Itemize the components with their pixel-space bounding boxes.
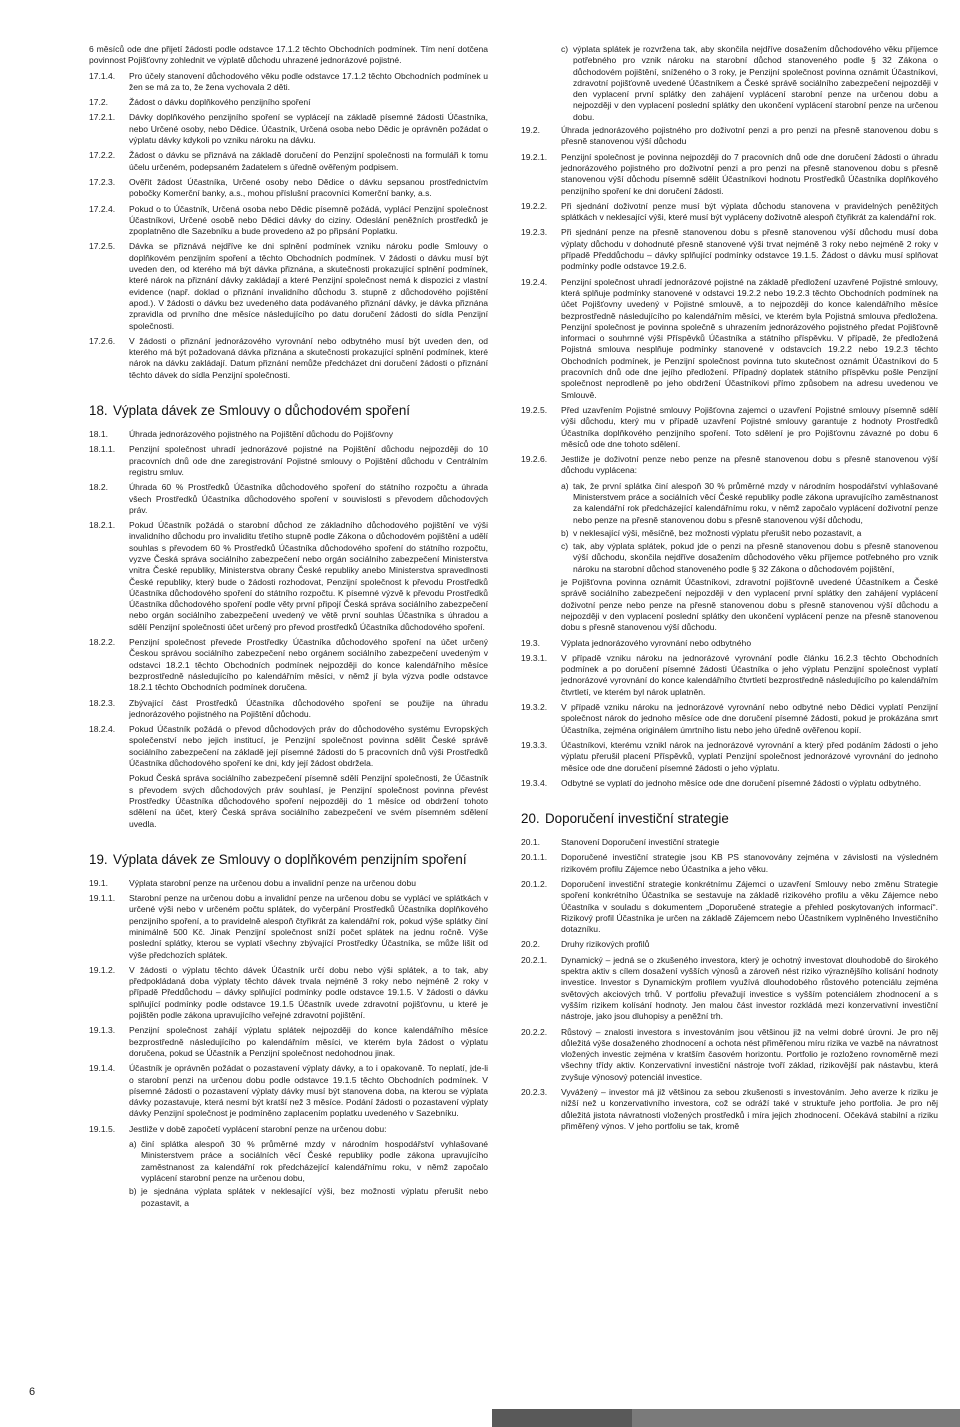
list-item xyxy=(129,1139,488,1184)
clause xyxy=(521,454,938,477)
heading-19-number: 19. xyxy=(89,851,108,867)
clause xyxy=(521,778,938,789)
clause-text: Úhrada 60 % Prostředků Účastníka důchodového spoření do státního rozpočtu a úhrada všech Prostředků Účastníka důchodového spoření v souvislosti s převodem důchodových práv. xyxy=(129,482,488,515)
clause-text: V případě vzniku nároku na jednorázové vyrovnání podle článku 16.2.3 těchto Obchodních podmínek a po doručení písemné žádosti Účastníka o jeho výplatu Penzijní společnost vyplatí jednorázové vyrovnání do konce kalendářního čtvrtletí bezprostředně následujícího po kalendářním čtvrtletí, ve kterém byl nárok uplatněn. xyxy=(561,652,938,697)
clause-text: Starobní penze na určenou dobu a invalidní penze na určenou dobu se vyplácí ve splátkách v určené výši nebo v určeném počtu splátek, do vyčerpání Prostředků Účastníka doplňkového penzijního spoření, a to pravidelně alespoň čtyřikrát za kalendářní rok, pokud výše splátky činí minimálně 500 Kč. Jinak Penzijní společnost sníží počet splátek na jednu ročně. Výše poslední splátky, kterou se vyplatí všechny zbývající Prostředky Účastníka, se může lišit od výše předchozích splátek. xyxy=(129,893,488,960)
footer-bar-light xyxy=(632,1409,960,1427)
clause-number: 19.1.1. xyxy=(89,893,116,904)
list-item-letter: c) xyxy=(561,541,569,552)
clause-text: Účastník je oprávněn požádat o pozastavení výplaty dávky, a to i opakovaně. To neplatí, jde-li o starobní penzi na určenou dobu podle odstavce 19.1.5 těchto Obchodních podmínek. V písemné žádosti o pozastavení výplaty dávky musí být stanovena doba, na kterou se výplata dávky pozastavuje, která nesmí být kratší než 3 měsíce. Podání žádosti o pozastavení výplaty dávky Penzijní společnost je podmíněno zaplacením poplatku uvedeného v Sazebníku. xyxy=(129,1063,488,1119)
clause-number: 18.2. xyxy=(89,482,109,493)
clause xyxy=(521,277,938,401)
clause-text: Penzijní společnost je povinna nejpozději do 7 pracovních dnů ode dne doručení žádosti o úhradu jednorázového pojistného pro doživotní penzi a pro penzi na přesně stanovenou dobu s přesně stanovenou výší důchodu písemně sdělit Účastníkovi hodnotu Prostředků Účastníka doplňkového penzijního spoření ke dni doručení žádosti. xyxy=(561,151,938,196)
clause-number: 18.2.1. xyxy=(89,520,116,531)
clause xyxy=(521,852,938,875)
clause xyxy=(89,893,488,961)
clause-number: 18.1. xyxy=(89,429,109,440)
list-item-text: je sjednána výplata splátek v neklesající výši, bez možnosti výplatu přerušit nebo pozastavit, a xyxy=(141,1186,488,1208)
clause xyxy=(89,1063,488,1119)
section-19-2-6-continuation: je Pojišťovna povinna oznámit Účastníkovi, zdravotní pojišťovně uvedené Účastníkem a České správě sociálního zabezpečení nejpozději v den vyplacení první splátky den zahájení vyplácení doživotní penze nebo penze na přesně stanovenou dobu s přesně stanovenou výší důchodu a nejpozději v den vyplacení poslední splátky den ukončení vyplácení penze na přesně stanovenou dobu s přesně stanovenou výší důchodu. xyxy=(561,577,938,633)
clause-text: Dávky doplňkového penzijního spoření se vyplácejí na základě písemné žádosti Účastníka, nebo Určené osoby, nebo Dědice. Účastník, Určená osoba nebo Dědic je oprávněn požádat o výplatu dávky kdykoli po vzniku nároku na dávku. xyxy=(129,112,488,146)
clause xyxy=(89,429,488,440)
clause xyxy=(521,1027,938,1083)
list-item xyxy=(129,1186,488,1209)
clause-number: 17.2.4. xyxy=(89,203,116,214)
heading-19-title: Výplata dávek ze Smlouvy o doplňkovém penzijním spoření xyxy=(113,851,467,867)
clause-text: Zbývající část Prostředků Účastníka důchodového spoření se použije na úhradu jednorázového pojistného na Pojištění důchodu. xyxy=(129,697,488,719)
heading-20-number: 20. xyxy=(521,811,540,827)
clause xyxy=(521,955,938,1023)
clause-number: 19.1.3. xyxy=(89,1025,116,1036)
list-item xyxy=(561,44,938,123)
clause-number: 20.1. xyxy=(521,837,541,848)
section-19-2-6-items xyxy=(521,481,938,575)
clause xyxy=(89,637,488,693)
left-column xyxy=(89,44,488,1211)
clause-number: 17.2.6. xyxy=(89,335,116,346)
clause-text: Doporučené investiční strategie jsou KB PS stanovovány zejména v závislosti na výsledném rizikovém profilu Zájemce nebo Účastníka a jeho věku. xyxy=(561,852,938,874)
section-20 xyxy=(521,837,938,1132)
right-top-items xyxy=(521,44,938,123)
clause-number: 19.3. xyxy=(521,637,541,648)
clause-text: Žádost o dávku se přiznává na základě doručení do Penzijní společnosti na formuláři k tomu účelu určeném, podepsaném žadatelem s úředně ověřeným podpisem. xyxy=(129,150,488,172)
clause-text: Penzijní společnost uhradí jednorázové pojistné na Pojištění důchodu nejpozději do 10 pracovních dnů ode dne zaregistrování Pojistné smlouvy o Pojištění důchodu v Centrálním registru smluv. xyxy=(129,444,488,477)
clause-number: 19.3.1. xyxy=(521,652,548,663)
list-item-text: tak, že první splátka činí alespoň 30 % průměrné mzdy v národním hospodářství vyhlašované Ministerstvem práce a sociálních věcí České republiky podle zákona upravujícího zaměstnanost za kalendářní rok předcházející kalendářnímu roku, v němž započalo vyplácení doživotní penze nebo penze na přesně stanovenou dobu s přesně stanovenou výší důchodu, xyxy=(573,480,938,525)
clause-number: 17.2.2. xyxy=(89,150,116,161)
clause xyxy=(521,638,938,649)
section-18 xyxy=(89,429,488,830)
clause-number: 19.2.5. xyxy=(521,404,548,415)
clause xyxy=(521,405,938,450)
clause-text: Dávka se přiznává nejdříve ke dni splnění podmínek vzniku nároku podle Smlouvy o doplňkovém penzijním spoření a těchto Obchodních podmínek. V žádosti o dávku musí být uveden den, od kterého má být dávka přiznána, a skutečnosti prokazující splnění podmínek, které nárok na přiznání dávky zakládají a které Penzijní společnost nemá k dispozici z vlastní evidence (např. doklad o přiznání invalidního důchodu 3. stupně z důchodového pojištění apod.). V žádosti o dávku bez uvedeného data podávaného přiznání dávky, je dávka přiznána zpravidla od prvního dne měsíce následujícího po datu doručení žádosti do sídla Penzijní společnosti. xyxy=(129,241,488,331)
section-19-1-5-items xyxy=(89,1139,488,1209)
clause-number: 20.2.2. xyxy=(521,1026,548,1037)
clause-number: 20.1.2. xyxy=(521,879,548,889)
list-item-text: tak, aby výplata splátek, pokud jde o penzi na přesně stanovenou dobu s přesně stanovenou výší důchodu, skončila nejdříve dosažením důchodového věku příjemce potřebného pro vznik nároku na starobní důchod stanoveného podle § 32 Zákona o důchodovém pojištění, xyxy=(573,541,938,574)
clause-number: 17.2.1. xyxy=(89,112,116,123)
list-item-text: činí splátka alespoň 30 % průměrné mzdy v národním hospodářství vyhlašované Ministerstvem práce a sociálních věcí České republiky podle zákona upravujícího zaměstnanost za kalendářní rok předcházející kalendářnímu roku, v němž započalo vyplácení starobní penze na určenou dobu, xyxy=(141,1139,488,1183)
clause-number: 19.3.2. xyxy=(521,702,548,713)
clause xyxy=(521,740,938,774)
clause xyxy=(89,44,488,67)
clause xyxy=(521,227,938,272)
clause-text: Penzijní společnost převede Prostředky Účastníka důchodového spoření na účet určený Českou správou sociálního zabezpečení nebo orgánem sociálního zabezpečení uvedeným v odstavci 18.2.1 těchto Obchodních podmínek nejpozději do konce kalendářního měsíce bezprostředně následujícího po kalendářním měsíci, v němž jí byla výzva podle odstavce 18.2.1 těchto Obchodních podmínek doručena. xyxy=(129,637,488,693)
clause-text: Vyvážený – investor má již většinou za sebou zkušenosti s investováním. Jeho averze k riziku je nižší než u konzervativního investora, což se odráží také v struktuře jeho portfolia. Je pro něj důležitá jistota návratnosti vložených prostředků i míra jejich zhodnocení. Očekává stabilní a riziku přiměřený výnos. V jeho portfoliu se tak, kromě xyxy=(561,1087,938,1131)
clause-text: Účastníkovi, kterému vznikl nárok na jednorázové vyrovnání a který před podáním žádosti o jeho výplatu přerušil placení Příspěvků, vyplatí Penzijní společnost jednorázové vyrovnání do jednoho měsíce ode dne doručení písemné žádosti o jeho výplatu. xyxy=(561,739,938,773)
clause-number: 20.1.1. xyxy=(521,852,548,863)
heading-20 xyxy=(521,811,938,827)
clause xyxy=(89,97,488,108)
clause-text: Před uzavřením Pojistné smlouvy Pojišťovna zajemci o uzavření Pojistné smlouvy písemně sdělí výši důchodu, který mu v případě uzavření Pojistné smlouvy garantuje z hodnoty Prostředků Účastníka doplňkového penzijního spoření. Toto sdělení je pro Pojišťovnu závazné po dobu 6 měsíců ode dne tohoto sdělení. xyxy=(561,404,938,449)
clause-number: 19.1. xyxy=(89,877,109,888)
clause xyxy=(89,71,488,94)
clause-number: 19.2.3. xyxy=(521,227,548,238)
clause xyxy=(89,204,488,238)
section-19 xyxy=(89,878,488,1135)
clause-text: Výplata starobní penze na určenou dobu a invalidní penze na určenou dobu xyxy=(129,877,417,888)
clause xyxy=(521,201,938,224)
section-19-3 xyxy=(521,638,938,790)
clause-text: Výplata jednorázového vyrovnání nebo odbytného xyxy=(561,637,752,648)
heading-18-title: Výplata dávek ze Smlouvy o důchodovém spoření xyxy=(113,403,410,419)
clause xyxy=(521,879,938,935)
clause-text: Při sjednání penze na přesně stanovenou dobu s přesně stanovenou výší důchodu musí doba výplaty důchodu v dohodnuté přesně stanovené výši trvat nejméně 3 roky nebo nejméně 2 roky v případě Předdůchodu – dávky splňující podmínky odstavce 19.1.5. Žádost o dávku musí splňovat podmínky podle odstavce 19.2.6. xyxy=(561,227,938,272)
clause xyxy=(89,965,488,1021)
clause-text: Penzijní společnost uhradí jednorázové pojistné na základě předložení uzavřené Pojistné smlouvy, která splňuje podmínky stanovené v odstavci 19.2.2 nebo 19.2.3 těchto Obchodních podmínek na účet Pojišťovny uvedený v Pojistné smlouvě, a to nejpozději do konce kalendářního měsíce bezprostředně následujícího po kalendářním měsíci, ve kterém byla Pojistná smlouva předložena. Penzijní společnost je povinna společně s uhrazením jednorázového pojistného předat Pojišťovně informaci o souhrnné výši Příspěvků Účastníka a státního příspěvku. V případě, že předložená Pojistná smlouva nesplňuje podmínky stanovené v odstavcích 19.2.2 nebo 19.2.3 těchto Obchodních podmínek, je Penzijní společnost povinna tuto skutečnost oznámit Účastníkovi do 5 pracovních dnů ode dne jejího předložení. Případný doplatek státního příspěvku pošle Penzijní společnost neprodleně po jeho obdržení Účastníkovi přímo způsobem na adresu uvedenou ve Smlouvě. xyxy=(561,276,938,400)
clause xyxy=(89,336,488,381)
clause-text: Druhy rizikových profilů xyxy=(561,939,650,950)
clause-text: Růstový – znalosti investora s investováním jsou většinou již na velmi dobré úrovni. Je pro něj důležitá výše dosaženého zhodnocení a ochota nést přiměřenou míru rizika ve vazbě na návratnost vložených investic zejména v kratším časovém horizontu. Portfolio je rozloženo rovnoměrně mezi všechny třídy aktiv. Konzervativní investiční nástroje tvoří základ, rizikovější pak nástavbu, která zvyšuje výnosový potenciál investice. xyxy=(561,1026,938,1082)
list-item-letter: c) xyxy=(561,44,569,54)
clause-number: 19.1.5. xyxy=(89,1123,116,1134)
clause-text: Dynamický – jedná se o zkušeného investora, který je ochotný investovat dlouhodobě do širokého spektra aktiv s cílem dosažení vyšších výnosů a zároveň nést riziko výraznějšího kolísání hodnoty investice. Investor s Dynamickým profilem využívá dlouhodobého růstového potenciálu zejména světových akciových trhů. V portfoliu převažují investice s vyšším potenciálem zhodnocení a s vyšším rizikem kolísání hodnoty. Jen malou část investor rozkládá mezi konzervativní investiční nástroje, jako jsou dluhopisy a peněžní trh. xyxy=(561,954,938,1022)
list-item xyxy=(561,528,938,539)
clause-number: 19.2.1. xyxy=(521,151,548,162)
clause-number: 19.1.4. xyxy=(89,1063,116,1074)
clause-number: 19.2. xyxy=(521,125,541,136)
clause xyxy=(89,724,488,769)
clause-text: V žádosti o přiznání jednorázového vyrovnání nebo odbytného musí být uveden den, od kterého má být požadovaná dávka přiznána a skutečnosti prokazující splnění podmínek, které nárok na dávku zakládají. Datum přiznání nemůže předcházet dni doručení žádosti o přiznání těchto dávek do sídla Penzijní společnosti. xyxy=(129,335,488,380)
clause xyxy=(521,1087,938,1132)
clause-number: 18.2.2. xyxy=(89,637,116,648)
heading-18 xyxy=(89,403,488,419)
clause-text: Doporučení investiční strategie konkrétnímu Zájemci o uzavření Smlouvy nebo změnu Strategie spoření konkrétního Účastníka se sestavuje na základě rizikového profilu a věku Zájemce nebo Účastníka v souladu s dokumentem „Doporučené strategie a přehled poskytovaných informací“. Rizikový profil Účastníka je určen na základě Zájemcem nebo Účastníkem vyplněného Investičního dotazníku. xyxy=(561,879,938,935)
clause-number: 17.1.4. xyxy=(89,70,116,81)
clause-text: V žádosti o výplatu těchto dávek Účastník určí dobu nebo výši splátek, a to tak, aby předpokládaná doba výplaty těchto dávek trvala nejméně 3 roky nebo nejméně 2 roky v případě Předdůchodu – dávky splňující podmínky podle odstavce 19.1.5. V žádosti o dávku splňující podmínky podle odstavce 19.1.5 Účastník uvede zdravotní pojišťovnu, u které je pojištěn podle zákona upravujícího veřejné zdravotní pojištění. xyxy=(129,964,488,1021)
clause-number: 17.2.3. xyxy=(89,176,116,187)
clause xyxy=(89,112,488,146)
heading-18-number: 18. xyxy=(89,403,108,419)
clause-number: 19.1.2. xyxy=(89,964,116,975)
clause-text: Pokud Účastník požádá o starobní důchod ze základního důchodového pojištění ve výši invalidního důchodu pro invaliditu třetího stupně podle Zákona o důchodovém pojištění a udělí souhlas s převodem 60 % Prostředků Účastníka důchodového spoření do státního rozpočtu, vyzve Česká správa sociálního zabezpečení nebo orgán sociálního zabezpečení Ministerstva vnitra České republiky, Ministerstva obrany České republiky anebo Ministerstva spravedlnosti České republiky, který bude o žádosti rozhodovat, Penzijní společnost k převodu Prostředků Účastníka důchodového spoření do státního rozpočtu. K písemné výzvě k převodu Prostředků Účastníka důchodového spoření podle věty první připojí Česká správa sociálního zabezpečení nebo orgán sociálního zabezpečení uvedený ve větě první souhlas Účastníka s úhradou a sdělí Penzijní společnosti účet určený pro převod prostředků Účastníka důchodového spoření. xyxy=(129,520,488,632)
clause-text: Pro účely stanovení důchodového věku podle odstavce 17.1.2 těchto Obchodních podmínek u žen se má za to, že žena vychovala 2 děti. xyxy=(129,70,488,92)
list-item-letter: b) xyxy=(129,1186,137,1197)
clause xyxy=(89,520,488,633)
list-item-text: v neklesající výši, měsíčně, bez možnosti výplatu přerušit nebo pozastavit, a xyxy=(573,527,862,538)
list-item-letter: a) xyxy=(129,1139,137,1150)
clause-text: Pokud o to Účastník, Určená osoba nebo Dědic písemně požádá, vyplácí Penzijní společnost Účastníkovi, Určené osobě nebo Dědici dávky do ciziny. Odeslání peněžních prostředků je zpoplatněno dle Sazebníku a bude provedeno až po připsání Poplatku. xyxy=(129,203,488,237)
clause-text: Úhrada jednorázového pojistného pro doživotní penzi a pro penzi na přesně stanovenou dobu s přesně stanovenou výší důchodu xyxy=(561,125,938,147)
clause xyxy=(89,444,488,478)
clause xyxy=(521,653,938,698)
list-item-text: výplata splátek je rozvržena tak, aby skončila nejdříve dosažením důchodového věku příjemce potřebného pro vznik nároku na starobní důchod stanoveného podle § 32 Zákona o důchodovém pojištění, sníženého o 3 roky, je Penzijní společnost povinna oznámit Účastníkovi, zdravotní pojišťovně uvedené Účastníkem a České správě sociálního zabezpečení nejpozději v den vyplacení první splátky den zahájení vyplácení starobní penze na určenou dobu a nejpozději v den vyplacení poslední splátky den ukončení vyplácení starobní penze na určenou dobu. xyxy=(573,44,938,122)
paragraph-continuation: Pokud Česká správa sociálního zabezpečení písemně sdělí Penzijní společnosti, že Účastník s převodem svých důchodových práv souhlasí, je Penzijní společnost povinna převést Prostředky Účastníka důchodového spoření nejpozději do 1 měsíce od obdržení tohoto sdělení na účet, který Česká správa sociálního zabezpečení ve svém písemném sdělení uvedla. xyxy=(129,773,488,829)
heading-19 xyxy=(89,852,488,868)
clause xyxy=(521,125,938,148)
list-item xyxy=(561,541,938,575)
clause xyxy=(521,702,938,736)
clause-number: 19.2.2. xyxy=(521,200,548,211)
footer-bar-dark xyxy=(492,1409,632,1427)
left-top-paragraphs xyxy=(89,44,488,381)
clause-text: Úhrada jednorázového pojistného na Pojištění důchodu do Pojišťovny xyxy=(129,429,394,440)
clause xyxy=(89,241,488,331)
clause-number: 19.3.3. xyxy=(521,739,548,750)
clause-number: 18.1.1. xyxy=(89,444,116,455)
clause xyxy=(89,177,488,200)
clause-number: 19.2.4. xyxy=(521,276,548,287)
clause-text: Pokud Účastník požádá o převod důchodových práv do důchodového systému Evropských společenství nebo jejich institucí, je Penzijní společnost povinna sdělit České správě sociálního zabezpečení na základě její písemné žádosti do 5 pracovních dnů výši Prostředků Účastníka důchodového spoření ke dni, kdy její žádost obdržela. xyxy=(129,724,488,769)
clause-number: 17.2.5. xyxy=(89,241,116,252)
section-19-2 xyxy=(521,125,938,477)
clause-number: 20.2. xyxy=(521,939,541,950)
clause xyxy=(521,837,938,848)
clause-number: 20.2.1. xyxy=(521,954,548,965)
clause xyxy=(89,1025,488,1059)
clause-number: 18.2.3. xyxy=(89,697,116,708)
clause-number: 19.2.6. xyxy=(521,454,548,465)
clause-number: 19.3.4. xyxy=(521,777,548,788)
clause-text: Jestliže je doživotní penze nebo penze na přesně stanovenou dobu s přesně stanovenou výší důchodu vyplácena: xyxy=(561,454,938,476)
clause-number: 20.2.3. xyxy=(521,1087,548,1098)
clause xyxy=(89,482,488,516)
clause-text: Žádost o dávku doplňkového penzijního spoření xyxy=(129,97,311,108)
list-item-letter: b) xyxy=(561,527,569,538)
clause-text: Jestliže v době započetí vyplácení starobní penze na určenou dobu: xyxy=(129,1123,387,1134)
clause-text: Ověřit žádost Účastníka, Určené osoby nebo Dědice o dávku sepsanou prostřednictvím pobočky Komerční banky, a.s., mohou příslušní pracovníci Komerční banky, a.s. xyxy=(129,176,488,199)
clause-text: Penzijní společnost zahájí výplatu splátek nejpozději do konce kalendářního měsíce bezprostředně následujícího po kalendářním měsíci, ve kterém byla žádost o výplatu doručena, pokud se Účastník a Penzijní společnost nedohodnou jinak. xyxy=(129,1025,488,1058)
clause-text: Stanovení Doporučení investiční strategie xyxy=(561,837,720,848)
heading-20-title: Doporučení investiční strategie xyxy=(545,811,729,827)
clause-text: 6 měsíců ode dne přijetí žádosti podle odstavce 17.1.2 těchto Obchodních podmínek. Tím není dotčena povinnost Pojišťovny zohlednit ve výplatě důchodu uhrazené jednorázové pojistné. xyxy=(89,44,488,66)
clause xyxy=(89,878,488,889)
clause xyxy=(521,152,938,197)
clause-number: 18.2.4. xyxy=(89,724,116,735)
clause xyxy=(89,150,488,173)
clause-text: Odbytné se vyplatí do jednoho měsíce ode dne doručení písemné žádosti o výplatu odbytného. xyxy=(561,777,922,788)
clause xyxy=(89,1124,488,1135)
clause-number: 17.2. xyxy=(89,97,109,108)
page-number: 6 xyxy=(29,1386,36,1398)
list-item-letter: a) xyxy=(561,480,569,491)
clause xyxy=(89,698,488,721)
clause-text: V případě vzniku nároku na jednorázové vyrovnání nebo odbytné nebo Dědici vyplatí Penzijní společnost nárok do jednoho měsíce ode dne doručení písemné žádosti, pokud je prokázána smrt Účastníka, zejména originálem úmrtního listu nebo jeho úředně ověřenou kopií. xyxy=(561,702,938,735)
list-item xyxy=(561,481,938,526)
clause-text: Při sjednání doživotní penze musí být výplata důchodu stanovena v pravidelných peněžitých splátkách v neklesající výši, které musí být vypláceny doživotně alespoň čtyřikrát za kalendářní rok. xyxy=(561,200,938,223)
right-column xyxy=(521,44,938,1136)
clause xyxy=(521,939,938,950)
